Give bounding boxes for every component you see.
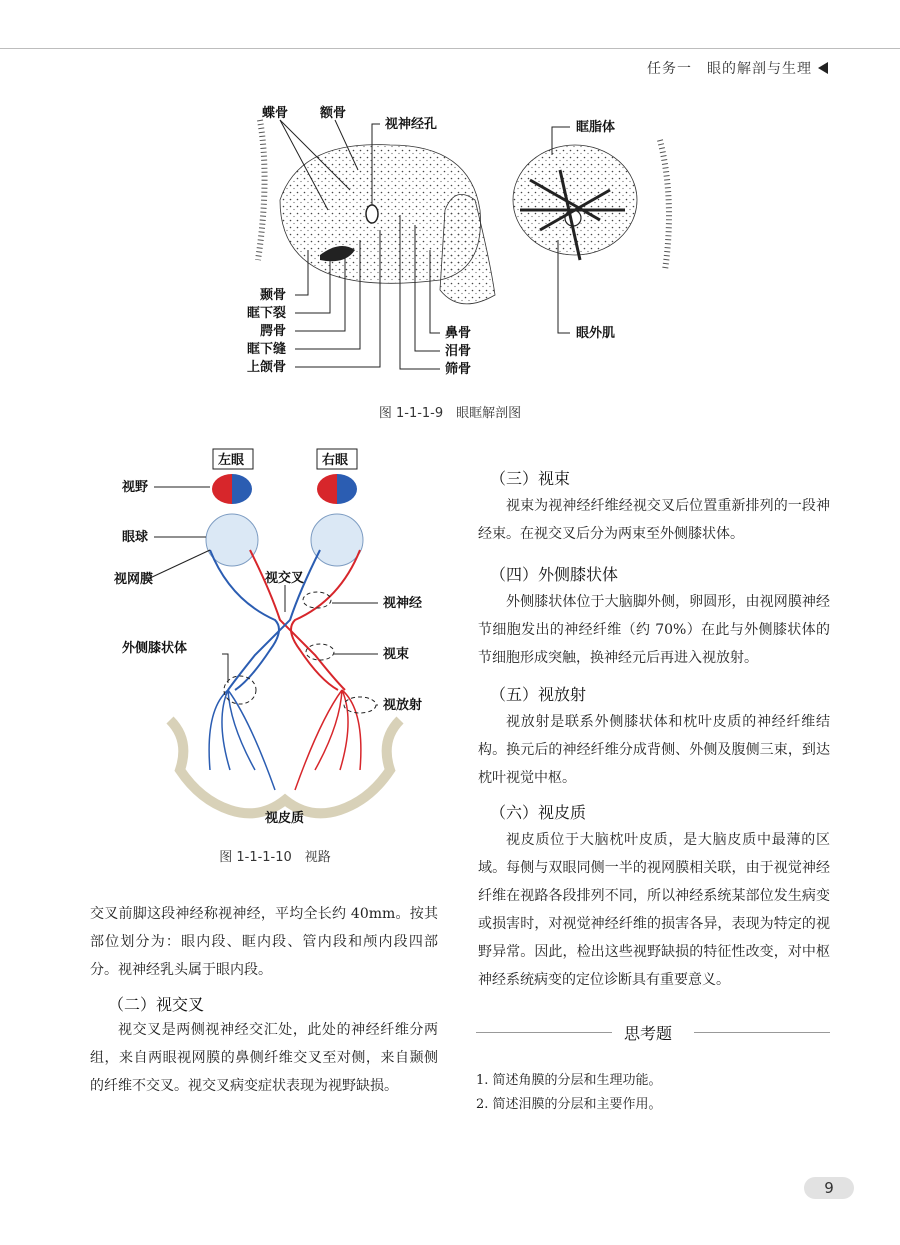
section4-heading: （四）外侧膝状体 (490, 565, 619, 584)
label-inferior-orbital-fissure: 眶下裂 (247, 306, 287, 321)
figure1-caption: 图 1-1-1-9 眼眶解剖图 (378, 406, 522, 421)
think-rule-left (476, 1032, 612, 1033)
think-title: 思考题 (624, 1024, 673, 1043)
label-orbital-fat: 眶脂体 (576, 120, 616, 135)
section6-paragraph: 视皮质位于大脑枕叶皮质，是大脑皮质中最薄的区域。每侧与双眼同侧一半的视网膜相关联，由于视觉神经纤维在视路各段排列不同，所以神经系统某部位发生病变或损害时，对视觉神经纤维的损害各异，表现为特定的视野异常。因此，检出这些视野缺损的特征性改变，对中枢神经系统病变的定位诊断具有重要意义。 (478, 832, 830, 988)
label-optic-nerve: 视神经 (383, 596, 423, 611)
orbit-anatomy-figure (240, 100, 680, 390)
radiation-marker (344, 697, 376, 713)
label-retina: 视网膜 (114, 572, 154, 587)
section5-heading: （五）视放射 (490, 685, 587, 704)
section4-paragraph: 外侧膝状体位于大脑脚外侧，卵圆形，由视网膜神经节细胞发出的神经纤维（约 70%）在此与外侧膝状体的节细胞形成突触，换神经元后再进入视放射。 (478, 594, 830, 666)
label-eyeball: 眼球 (122, 530, 149, 545)
think-rule-right (694, 1032, 830, 1033)
section3-paragraph: 视束为视神经纤维经视交叉后位置重新排列的一段神经束。在视交叉后分为两束至外侧膝状体。 (478, 498, 830, 542)
question-2: 2. 简述泪膜的分层和主要作用。 (476, 1097, 662, 1112)
visual-pathway-figure (110, 440, 450, 830)
label-temporal-bone: 颞骨 (260, 288, 287, 303)
label-optic-radiation: 视放射 (383, 698, 423, 713)
left-intro-paragraph: 交叉前脚这段神经称视神经，平均全长约 40mm。按其部位划分为：眼内段、眶内段、管内段和颅内段四部分。视神经乳头属于眼内段。 (90, 906, 438, 978)
left-visual-field (212, 474, 252, 504)
figure2-caption: 图 1-1-1-10 视路 (219, 850, 331, 865)
label-maxilla: 上颌骨 (247, 360, 287, 375)
label-left-eye: 左眼 (218, 453, 245, 468)
right-visual-field (317, 474, 357, 504)
label-infraorbital-suture: 眶下缝 (247, 342, 287, 357)
label-palatine-bone: 腭骨 (260, 324, 287, 339)
running-head-text: 任务一 眼的解剖与生理 (647, 61, 812, 77)
left-edge-stipple (258, 120, 265, 260)
section2-heading: （二）视交叉 (108, 995, 205, 1014)
right-edge-stipple (660, 140, 669, 270)
label-right-eye: 右眼 (322, 453, 349, 468)
section2-paragraph: 视交叉是两侧视神经交汇处，此处的神经纤维分两组，来自两眼视网膜的鼻侧纤维交叉至对侧，来自颞侧的纤维不交叉。视交叉病变症状表现为视野缺损。 (90, 1022, 438, 1094)
label-lacrimal-bone: 泪骨 (445, 344, 472, 359)
question-1: 1. 简述角膜的分层和生理功能。 (476, 1073, 662, 1088)
label-optic-tract: 视束 (383, 647, 410, 662)
label-nasal-bone: 鼻骨 (445, 326, 472, 341)
optic-tract-marker (306, 644, 334, 660)
header-rule (0, 48, 900, 49)
label-e-gu: 额骨 (320, 106, 347, 121)
page-number: 9 (824, 1179, 834, 1197)
optic-foramen-shape (366, 205, 378, 223)
label-optic-chiasm: 视交叉 (265, 571, 305, 586)
label-visual-cortex: 视皮质 (265, 811, 305, 826)
section6-heading: （六）视皮质 (490, 803, 587, 822)
running-head (647, 58, 828, 78)
cortex-outline (170, 720, 400, 813)
section3-heading: （三）视束 (490, 469, 571, 488)
section5-paragraph: 视放射是联系外侧膝状体和枕叶皮质的神经纤维结构。换元后的神经纤维分成背侧、外侧及腹侧三束，到达枕叶视觉中枢。 (478, 714, 830, 786)
left-triangle-icon (818, 62, 828, 74)
optic-radiation-right (295, 690, 361, 790)
label-optic-foramen: 视神经孔 (385, 117, 438, 132)
label-visual-field: 视野 (122, 480, 149, 495)
optic-radiation-left (209, 690, 275, 790)
label-lgn: 外侧膝状体 (122, 641, 188, 656)
label-ethmoid-bone: 筛骨 (445, 362, 472, 377)
label-die-gu: 蝶骨 (262, 106, 289, 121)
label-extraocular-muscle: 眼外肌 (576, 326, 616, 341)
nasal-bone-shape (440, 194, 495, 304)
right-eyeball (311, 514, 363, 566)
